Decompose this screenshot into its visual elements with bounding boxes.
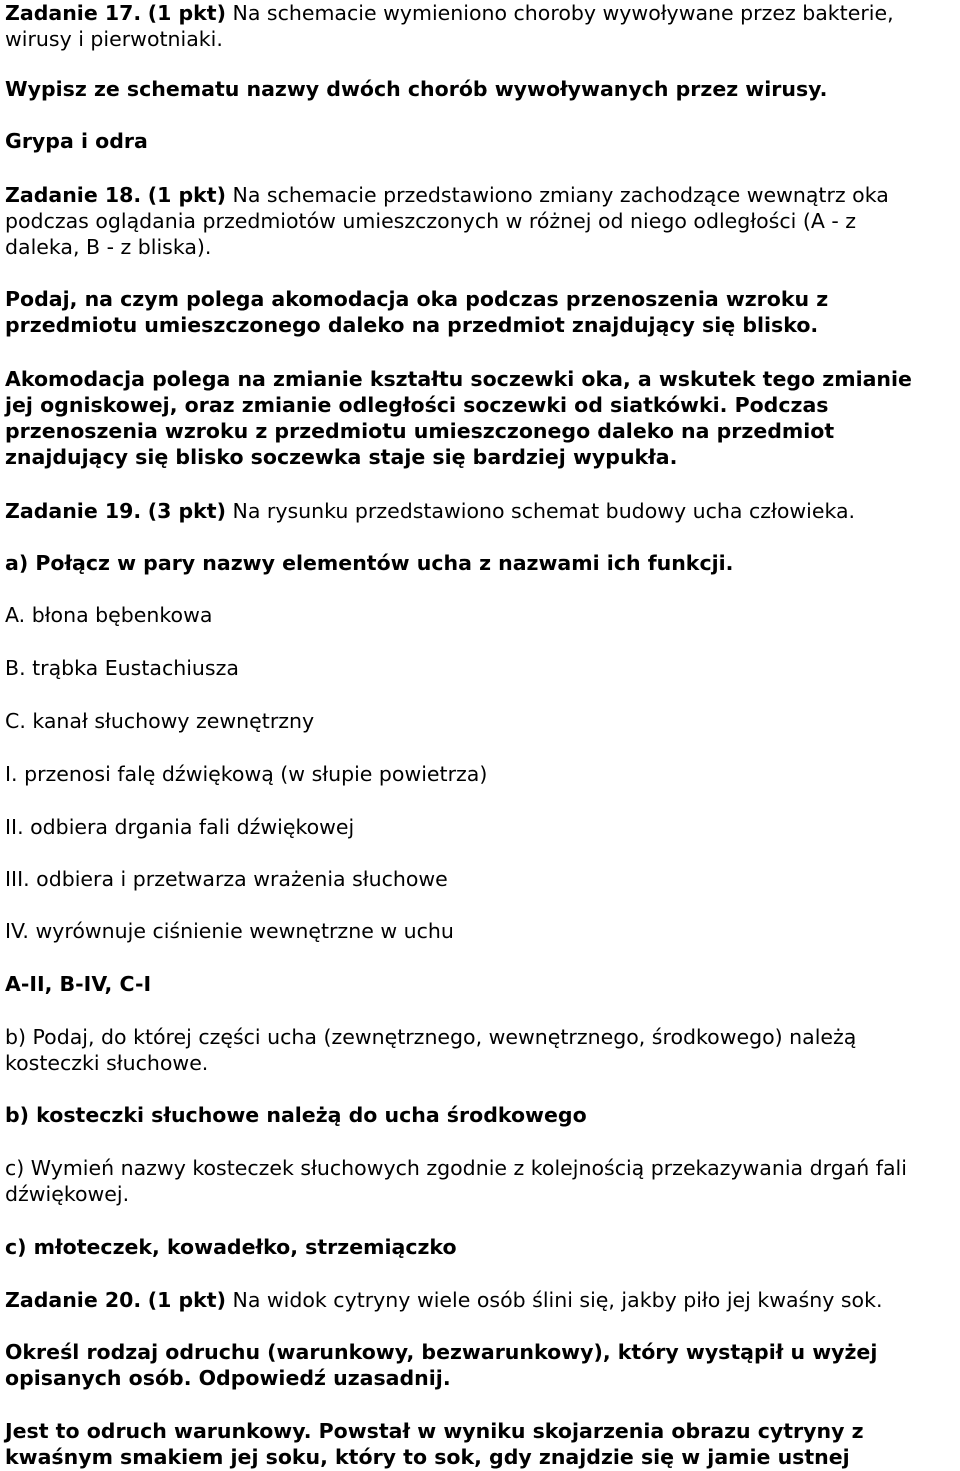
task-18-answer: Akomodacja polega na zmianie kształtu soczewki oka, a wskutek tego zmianie jej ogniskowej, oraz zmianie odległości soczewki od siatkówki. Podczas przenoszenia wzroku z przedmiotu umieszczonego daleko na przedmiot znajdujący się blisko soczewka staje się bardziej wypukła.	[5, 367, 912, 469]
task-19-question-b: b) Podaj, do której części ucha (zewnętrznego, wewnętrznego, środkowego) należą kosteczki słuchowe.	[5, 1025, 857, 1075]
task-19-answer-a: A-II, B-IV, C-I	[5, 972, 152, 996]
task-18-intro: Zadanie 18. (1 pkt) Na schemacie przedstawiono zmiany zachodzące wewnątrz oka podczas oglądania przedmiotów umieszczonych w różnej od niego odległości (A - z daleka, B - z bliska).	[5, 183, 889, 259]
task-18-points: (1 pkt)	[147, 183, 226, 207]
task-19-answer-b: b) kosteczki słuchowe należą do ucha środkowego	[5, 1103, 587, 1127]
task-19-intro: Zadanie 19. (3 pkt) Na rysunku przedstawiono schemat budowy ucha człowieka.	[5, 499, 856, 523]
ear-function-1: I. przenosi falę dźwiękową (w słupie powietrza)	[5, 762, 488, 786]
task-18-label: Zadanie 18.	[5, 183, 142, 207]
task-17-intro: Zadanie 17. (1 pkt) Na schemacie wymieniono choroby wywoływane przez bakterie, wirusy i pierwotniaki.	[5, 1, 894, 51]
task-20-intro: Zadanie 20. (1 pkt) Na widok cytryny wiele osób ślini się, jakby piło jej kwaśny sok.	[5, 1288, 883, 1312]
task-19-answer-c: c) młoteczek, kowadełko, strzemiączko	[5, 1235, 457, 1259]
task-19-label: Zadanie 19.	[5, 499, 142, 523]
ear-function-4: IV. wyrównuje ciśnienie wewnętrzne w uchu	[5, 919, 454, 943]
task-17-points: (1 pkt)	[147, 1, 226, 25]
task-17-question: Wypisz ze schematu nazwy dwóch chorób wywoływanych przez wirusy.	[5, 77, 828, 101]
task-20-question: Określ rodzaj odruchu (warunkowy, bezwarunkowy), który wystąpił u wyżej opisanych osób. Odpowiedź uzasadnij.	[5, 1340, 878, 1390]
task-20-answer: Jest to odruch warunkowy. Powstał w wyniku skojarzenia obrazu cytryny z kwaśnym smakiem jej soku, który to sok, gdy znajdzie się w jamie ustnej	[5, 1419, 864, 1469]
task-19-points: (3 pkt)	[147, 499, 226, 523]
task-17-answer: Grypa i odra	[5, 129, 148, 153]
task-20-points: (1 pkt)	[147, 1288, 226, 1312]
ear-function-3: III. odbiera i przetwarza wrażenia słuchowe	[5, 867, 448, 891]
task-19-question-a: a) Połącz w pary nazwy elementów ucha z nazwami ich funkcji.	[5, 551, 734, 575]
ear-element-a: A. błona bębenkowa	[5, 603, 213, 627]
ear-function-2: II. odbiera drgania fali dźwiękowej	[5, 815, 355, 839]
task-17-label: Zadanie 17.	[5, 1, 142, 25]
task-19-question-c: c) Wymień nazwy kosteczek słuchowych zgodnie z kolejnością przekazywania drgań fali dźwiękowej.	[5, 1156, 907, 1206]
task-20-label: Zadanie 20.	[5, 1288, 142, 1312]
ear-element-c: C. kanał słuchowy zewnętrzny	[5, 709, 315, 733]
ear-element-b: B. trąbka Eustachiusza	[5, 656, 239, 680]
task-18-question: Podaj, na czym polega akomodacja oka podczas przenoszenia wzroku z przedmiotu umieszczonego daleko na przedmiot znajdujący się blisko.	[5, 287, 829, 337]
